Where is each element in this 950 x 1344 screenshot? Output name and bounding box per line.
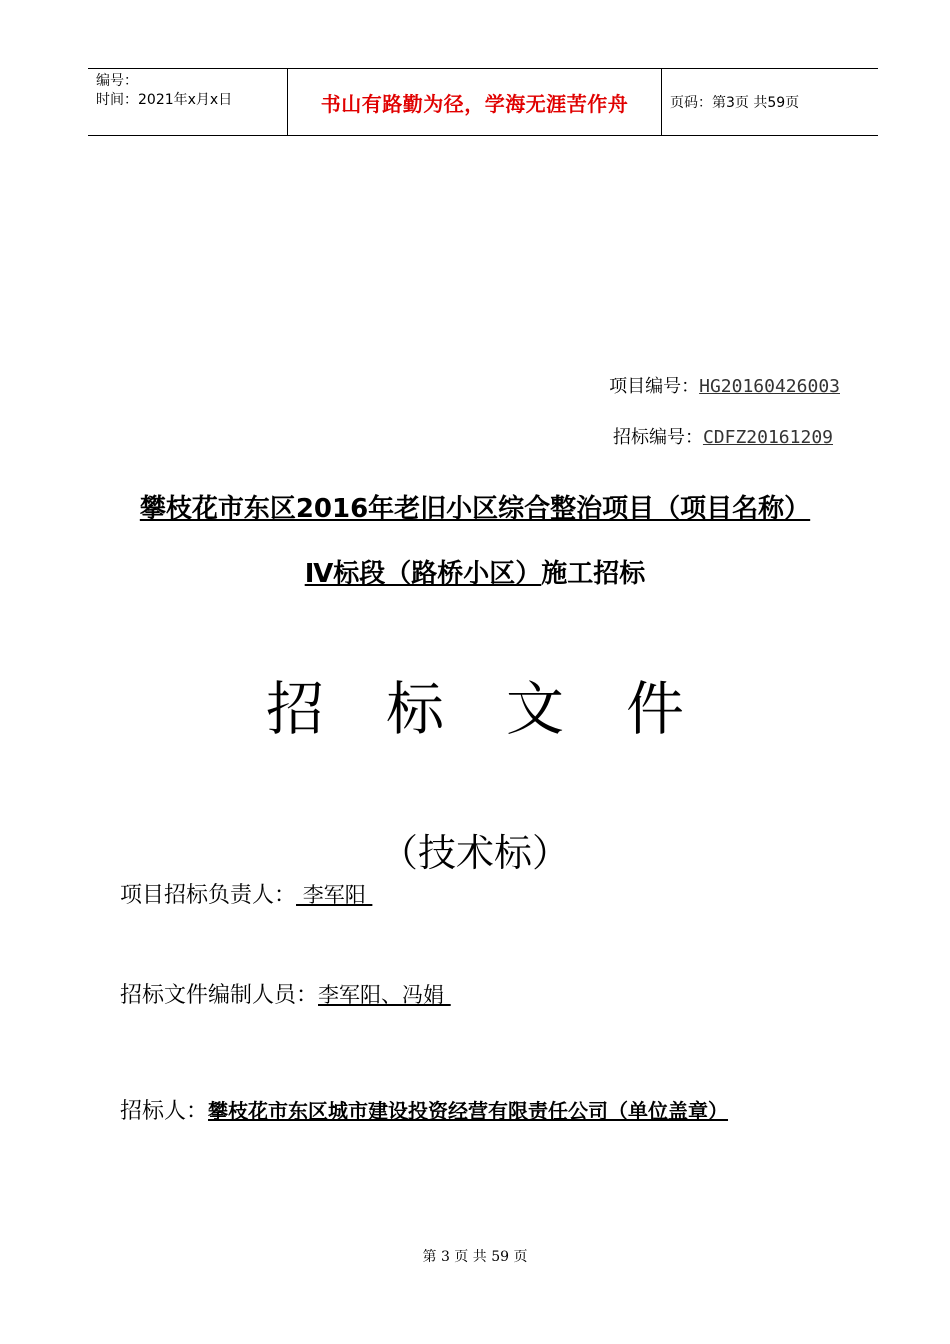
leader-value: 李军阳	[296, 883, 373, 907]
bid-number-value: CDFZ20161209	[702, 427, 833, 448]
document-title: 招标文件	[265, 675, 746, 743]
document-subtitle: （技术标）	[379, 831, 570, 875]
title-line-2-rest: 施工招标	[541, 559, 646, 589]
leader-field	[120, 878, 372, 909]
header-page-info: 页码：第3页 共59页	[670, 95, 800, 111]
title-line-2	[0, 553, 950, 590]
title-line-1	[0, 488, 950, 525]
page-header	[88, 68, 878, 136]
project-number-label: 项目编号：	[609, 376, 700, 397]
tenderer-field	[120, 1094, 728, 1125]
tenderer-label: 招标人：	[120, 1099, 209, 1124]
title-line-2-underlined: Ⅳ标段（路桥小区）	[304, 559, 542, 589]
bid-number-label: 招标编号：	[612, 427, 703, 448]
header-meta	[88, 69, 288, 135]
tenderer-value: 攀枝花市东区城市建设投资经营有限责任公司（单位盖章）	[208, 1099, 729, 1123]
leader-label: 项目招标负责人：	[120, 883, 297, 908]
time-label: 时间：2021年x月x日	[96, 92, 233, 108]
editors-value: 李军阳、冯娟	[318, 983, 451, 1007]
header-motto: 书山有路勤为径，学海无涯苦作舟	[288, 69, 662, 135]
editors-label: 招标文件编制人员：	[120, 983, 319, 1008]
project-number	[609, 372, 840, 398]
bid-number	[613, 423, 833, 449]
editors-field	[120, 978, 451, 1009]
page-footer: 第 3 页 共 59 页	[422, 1249, 528, 1265]
number-label: 编号：	[96, 73, 138, 89]
title-line-1-text: 攀枝花市东区2016年老旧小区综合整治项目（项目名称）	[139, 494, 811, 524]
project-number-value: HG20160426003	[699, 376, 840, 397]
